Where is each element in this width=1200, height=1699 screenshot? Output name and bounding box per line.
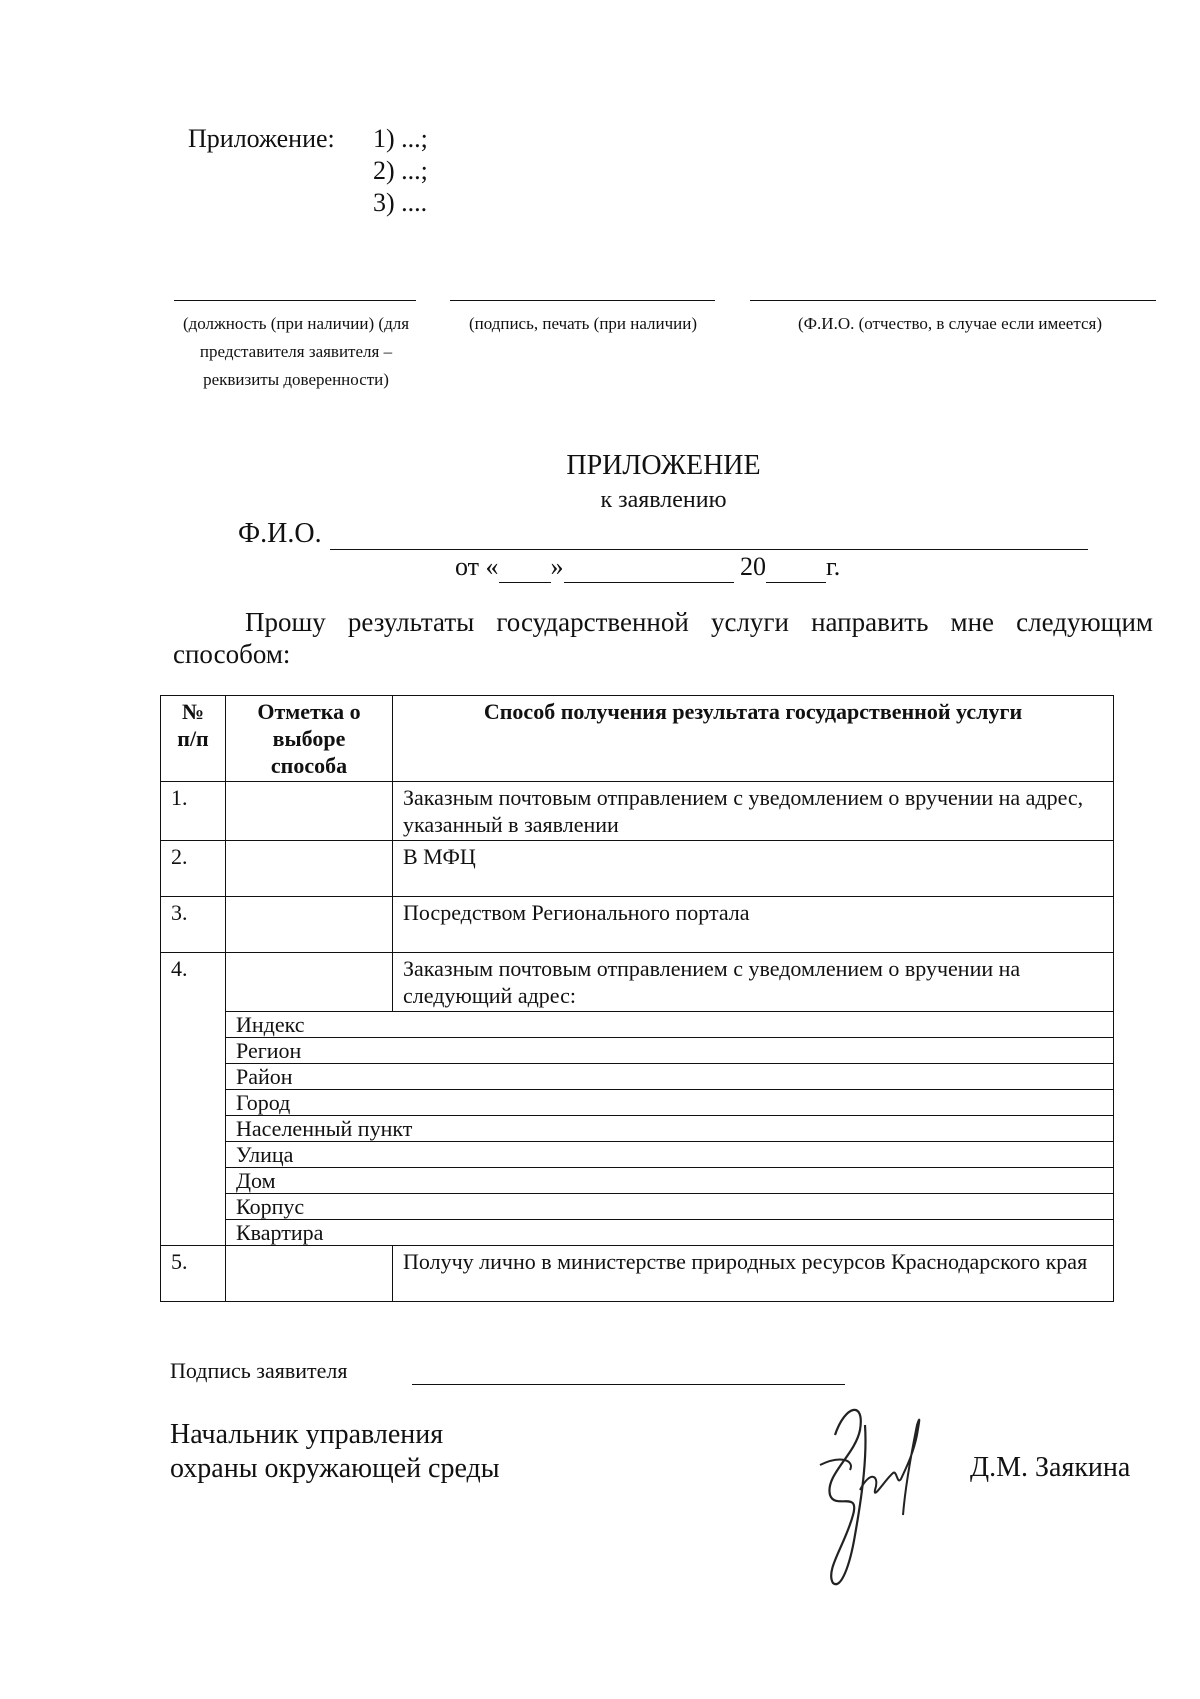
date-month-blank <box>564 552 734 583</box>
position-signature-line <box>174 300 416 301</box>
row-method: Заказным почтовым отправлением с уведомлением о вручении на следующий адрес: <box>393 953 1114 1012</box>
address-field-district[interactable]: Район <box>226 1064 1114 1090</box>
fio-line <box>330 549 1088 550</box>
address-field-building[interactable]: Корпус <box>226 1194 1114 1220</box>
row-num: 3. <box>161 897 226 953</box>
address-field-settlement[interactable]: Населенный пункт <box>226 1116 1114 1142</box>
address-row <box>161 1116 1114 1142</box>
address-field-index[interactable]: Индекс <box>226 1012 1114 1038</box>
table-row <box>161 953 1114 1012</box>
date-from: от « <box>455 552 499 581</box>
fio-signature-line <box>750 300 1156 301</box>
header-num: № п/п <box>161 696 226 782</box>
sign-signature-line <box>450 300 715 301</box>
appendix-subtitle: к заявлению <box>600 487 727 513</box>
row-method: Заказным почтовым отправлением с уведомлением о вручении на адрес, указанный в заявлении <box>393 782 1114 841</box>
table-row <box>161 841 1114 897</box>
fio-caption: (Ф.И.О. (отчество, в случае если имеется) <box>797 314 1103 333</box>
fio-label: Ф.И.О. <box>238 518 322 549</box>
address-row <box>161 1142 1114 1168</box>
appendix-title: ПРИЛОЖЕНИЕ <box>566 450 761 481</box>
table-row <box>161 782 1114 841</box>
date-year-prefix: 20 <box>740 552 767 581</box>
address-field-street[interactable]: Улица <box>226 1142 1114 1168</box>
row-num: 5. <box>161 1246 226 1302</box>
row-mark-cell[interactable] <box>226 1246 393 1302</box>
row-mark-cell[interactable] <box>226 897 393 953</box>
row-mark-cell[interactable] <box>226 953 393 1012</box>
address-row <box>161 1168 1114 1194</box>
date-year-blank <box>766 552 826 583</box>
applicant-signature-label: Подпись заявителя <box>170 1358 348 1383</box>
address-field-house[interactable]: Дом <box>226 1168 1114 1194</box>
row-method: Посредством Регионального портала <box>393 897 1114 953</box>
official-name: Д.М. Заякина <box>970 1452 1131 1483</box>
header-method: Способ получения результата государственной услуги <box>393 696 1114 782</box>
row-num: 4. <box>161 953 226 1012</box>
applicant-signature-line <box>412 1384 845 1385</box>
official-position-line2: охраны окружающей среды <box>170 1453 500 1484</box>
table-row <box>161 1246 1114 1302</box>
address-row <box>161 1038 1114 1064</box>
row-method: Получу лично в министерстве природных ресурсов Краснодарского края <box>393 1246 1114 1302</box>
table-header-row <box>161 696 1114 782</box>
address-field-region[interactable]: Регион <box>226 1038 1114 1064</box>
date-close: » <box>550 552 564 581</box>
address-row <box>161 1220 1114 1246</box>
sign-caption: (подпись, печать (при наличии) <box>468 314 698 333</box>
request-text: Прошу результаты государственной услуги направить мне следующим способом: <box>173 607 1153 669</box>
attachment-item-2: 2) ...; <box>373 156 428 185</box>
address-row <box>161 1064 1114 1090</box>
date-day-blank <box>499 552 551 583</box>
row-method: В МФЦ <box>393 841 1114 897</box>
attachment-item-1: 1) ...; <box>373 124 428 153</box>
row-mark-cell[interactable] <box>226 841 393 897</box>
row-num: 1. <box>161 782 226 841</box>
row-mark-cell[interactable] <box>226 782 393 841</box>
position-caption: (должность (при наличии) (для представителя заявителя – реквизиты доверенности) <box>182 314 410 389</box>
handwritten-signature <box>805 1395 940 1590</box>
address-row <box>161 1090 1114 1116</box>
table-row <box>161 897 1114 953</box>
address-row <box>161 1194 1114 1220</box>
official-position <box>170 1418 500 1486</box>
attachments-label: Приложение: <box>188 124 335 153</box>
address-row <box>161 1012 1114 1038</box>
methods-table <box>160 695 1114 1302</box>
row-num: 2. <box>161 841 226 897</box>
date-line <box>455 552 840 583</box>
official-position-line1: Начальник управления <box>170 1419 444 1450</box>
address-field-city[interactable]: Город <box>226 1090 1114 1116</box>
attachment-item-3: 3) .... <box>373 188 428 217</box>
address-field-apartment[interactable]: Квартира <box>226 1220 1114 1246</box>
date-year-suffix: г. <box>826 552 841 581</box>
header-mark: Отметка о выборе способа <box>226 696 393 782</box>
